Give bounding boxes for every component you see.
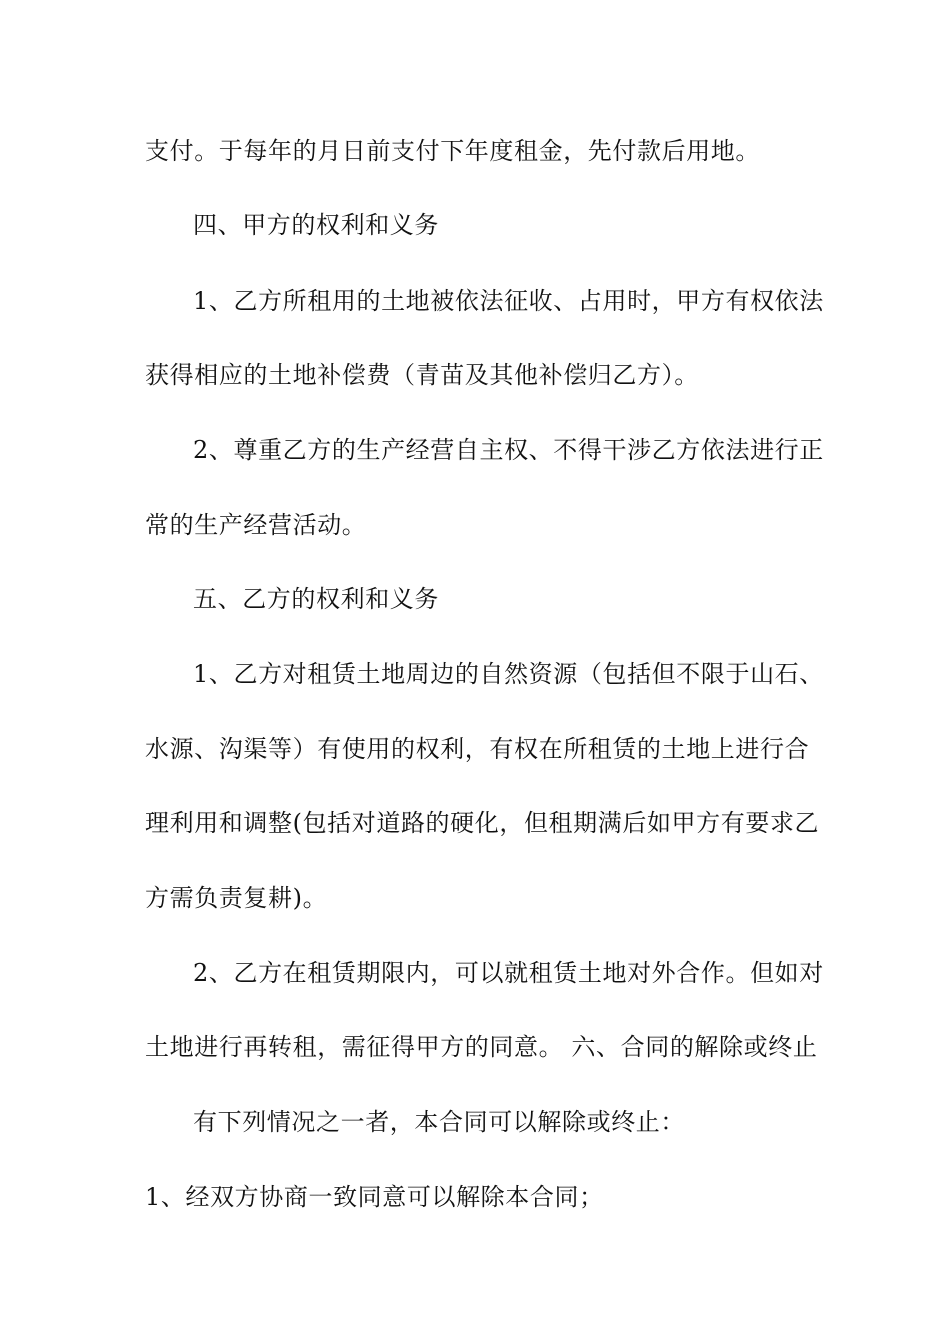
text-line: 方需负责复耕)。 <box>145 884 328 912</box>
text-line: 有下列情况之一者，本合同可以解除或终止： <box>193 1108 685 1136</box>
section-heading: 四、甲方的权利和义务 <box>193 211 439 239</box>
text-line: 1、乙方对租赁土地周边的自然资源（包括但不限于山石、 <box>193 660 824 688</box>
text-line: 支付。于每年的月日前支付下年度租金，先付款后用地。 <box>145 137 760 165</box>
section-heading: 五、乙方的权利和义务 <box>193 585 439 613</box>
text-line: 2、乙方在租赁期限内，可以就租赁土地对外合作。但如对 <box>193 959 824 987</box>
text-line: 1、乙方所租用的土地被依法征收、占用时，甲方有权依法 <box>193 287 824 315</box>
text-line: 理利用和调整(包括对道路的硬化，但租期满后如甲方有要求乙 <box>145 809 820 837</box>
text-line: 1、经双方协商一致同意可以解除本合同； <box>145 1183 604 1211</box>
text-line: 土地进行再转租，需征得甲方的同意。 六、合同的解除或终止 <box>145 1033 818 1061</box>
text-line: 2、尊重乙方的生产经营自主权、不得干涉乙方依法进行正 <box>193 436 824 464</box>
text-line: 常的生产经营活动。 <box>145 511 367 539</box>
text-line: 水源、沟渠等）有使用的权利，有权在所租赁的土地上进行合 <box>145 735 810 763</box>
text-line: 获得相应的土地补偿费（青苗及其他补偿归乙方）。 <box>145 361 699 389</box>
